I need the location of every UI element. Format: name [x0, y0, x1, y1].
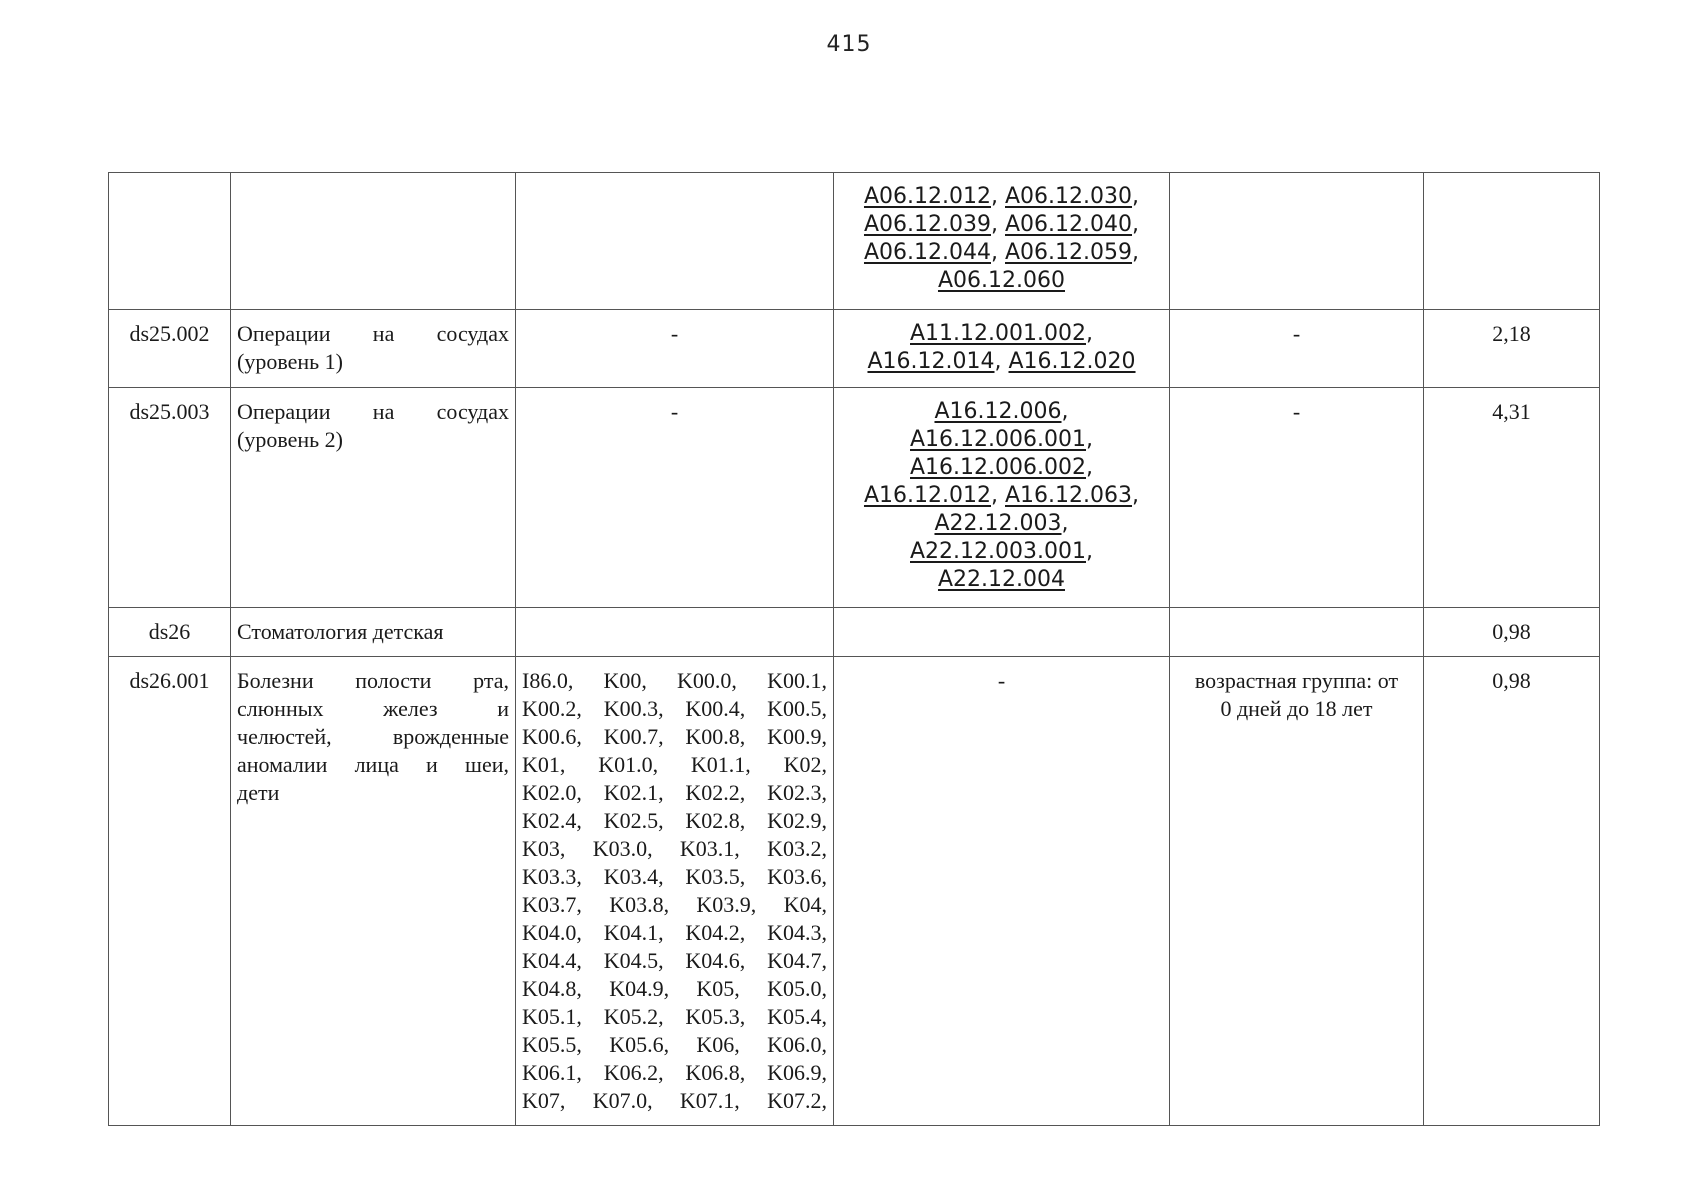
- page-number: 415: [826, 32, 872, 57]
- table-row: [109, 657, 1600, 1126]
- cell-diagnoses: [516, 608, 834, 657]
- cell-coefficient: [1424, 173, 1600, 310]
- name-line: слюнных желез и: [237, 696, 509, 721]
- cell-coefficient: 0,98: [1424, 608, 1600, 657]
- criteria-line: возрастная группа: от: [1194, 668, 1399, 693]
- table-row: [109, 310, 1600, 388]
- name-line: челюстей, врожденные: [237, 724, 509, 749]
- diagnosis-line: K04.4, K04.5, K04.6, K04.7,: [522, 948, 827, 973]
- service-code-link[interactable]: A06.12.059: [1005, 240, 1133, 265]
- cell-diagnoses: -: [516, 310, 834, 388]
- cell-name: [231, 657, 516, 1126]
- table-row: [109, 173, 1600, 310]
- service-code-link[interactable]: A06.12.060: [937, 268, 1065, 293]
- cell-diagnoses: [516, 173, 834, 310]
- cell-criteria: [1170, 608, 1424, 657]
- service-code-link[interactable]: A16.12.063: [1005, 483, 1133, 508]
- tariff-table: [108, 172, 1600, 1126]
- cell-diagnoses: [516, 657, 834, 1126]
- diagnosis-line: K07, K07.0, K07.1, K07.2,: [522, 1088, 827, 1113]
- service-code-link[interactable]: A06.12.040: [1005, 212, 1133, 237]
- name-line: аномалии лица и шеи,: [237, 752, 509, 777]
- cell-services: [834, 608, 1170, 657]
- service-code-link[interactable]: A22.12.003: [934, 511, 1062, 536]
- service-code-link[interactable]: A22.12.004: [937, 567, 1065, 592]
- cell-code: ds25.002: [109, 310, 231, 388]
- name-line: (уровень 2): [237, 427, 343, 452]
- cell-code: [109, 173, 231, 310]
- cell-code: ds26.001: [109, 657, 231, 1126]
- diagnosis-line: K03.7, K03.8, K03.9, K04,: [522, 892, 827, 917]
- service-code-link[interactable]: A22.12.003.001: [910, 539, 1086, 564]
- diagnosis-line: K00.6, K00.7, K00.8, K00.9,: [522, 724, 827, 749]
- cell-services: A16.12.006, A16.12.006.001, A16.12.006.002, A16.12.012, A16.12.063, A22.12.003, A22.12.003.001, A22.12.004: [834, 388, 1170, 608]
- diagnosis-line: K03.3, K03.4, K03.5, K03.6,: [522, 864, 827, 889]
- cell-services: A11.12.001.002, A16.12.014, A16.12.020: [834, 310, 1170, 388]
- table-row: [109, 388, 1600, 608]
- cell-diagnoses: -: [516, 388, 834, 608]
- service-code-link[interactable]: A06.12.030: [1005, 184, 1133, 209]
- diagnosis-line: K04.0, K04.1, K04.2, K04.3,: [522, 920, 827, 945]
- service-code-link[interactable]: A16.12.014: [867, 349, 995, 374]
- diagnosis-line: K05.5, K05.6, K06, K06.0,: [522, 1032, 827, 1057]
- diagnosis-line: K02.0, K02.1, K02.2, K02.3,: [522, 780, 827, 805]
- cell-code: ds26: [109, 608, 231, 657]
- diagnosis-line: I86.0, K00, K00.0, K00.1,: [522, 668, 827, 693]
- cell-code: ds25.003: [109, 388, 231, 608]
- diagnosis-line: K00.2, K00.3, K00.4, K00.5,: [522, 696, 827, 721]
- service-code-link[interactable]: A06.12.044: [863, 240, 991, 265]
- service-code-link[interactable]: A16.12.020: [1008, 349, 1136, 374]
- diagnosis-line: K01, K01.0, K01.1, K02,: [522, 752, 827, 777]
- service-code-link[interactable]: A11.12.001.002: [910, 321, 1086, 346]
- name-line: Операции на сосудах: [237, 321, 509, 346]
- diagnosis-line: K03, K03.0, K03.1, K03.2,: [522, 836, 827, 861]
- service-code-link[interactable]: A16.12.006: [934, 399, 1062, 424]
- cell-services: A06.12.012, A06.12.030, A06.12.039, A06.12.040, A06.12.044, A06.12.059, A06.12.060: [834, 173, 1170, 310]
- diagnosis-line: K06.1, K06.2, K06.8, K06.9,: [522, 1060, 827, 1085]
- cell-name: [231, 173, 516, 310]
- name-line: (уровень 1): [237, 349, 343, 374]
- cell-name: Стоматология детская: [231, 608, 516, 657]
- service-code-link[interactable]: A16.12.006.002: [910, 455, 1086, 480]
- service-code-link[interactable]: A16.12.012: [863, 483, 991, 508]
- table-row: [109, 608, 1600, 657]
- cell-services: -: [834, 657, 1170, 1126]
- service-code-link[interactable]: A06.12.039: [863, 212, 991, 237]
- cell-criteria: [1170, 657, 1424, 1126]
- cell-criteria: -: [1170, 388, 1424, 608]
- diagnosis-line: K04.8, K04.9, K05, K05.0,: [522, 976, 827, 1001]
- name-line: дети: [237, 780, 280, 805]
- cell-criteria: [1170, 173, 1424, 310]
- name-line: Операции на сосудах: [237, 399, 509, 424]
- criteria-line: 0 дней до 18 лет: [1220, 696, 1373, 721]
- diagnosis-line: K02.4, K02.5, K02.8, K02.9,: [522, 808, 827, 833]
- cell-coefficient: 2,18: [1424, 310, 1600, 388]
- cell-coefficient: 4,31: [1424, 388, 1600, 608]
- cell-name: [231, 388, 516, 608]
- diagnosis-line: K05.1, K05.2, K05.3, K05.4,: [522, 1004, 827, 1029]
- cell-name: [231, 310, 516, 388]
- cell-coefficient: 0,98: [1424, 657, 1600, 1126]
- service-code-link[interactable]: A16.12.006.001: [910, 427, 1086, 452]
- service-code-link[interactable]: A06.12.012: [863, 184, 991, 209]
- cell-criteria: -: [1170, 310, 1424, 388]
- name-line: Болезни полости рта,: [237, 668, 509, 693]
